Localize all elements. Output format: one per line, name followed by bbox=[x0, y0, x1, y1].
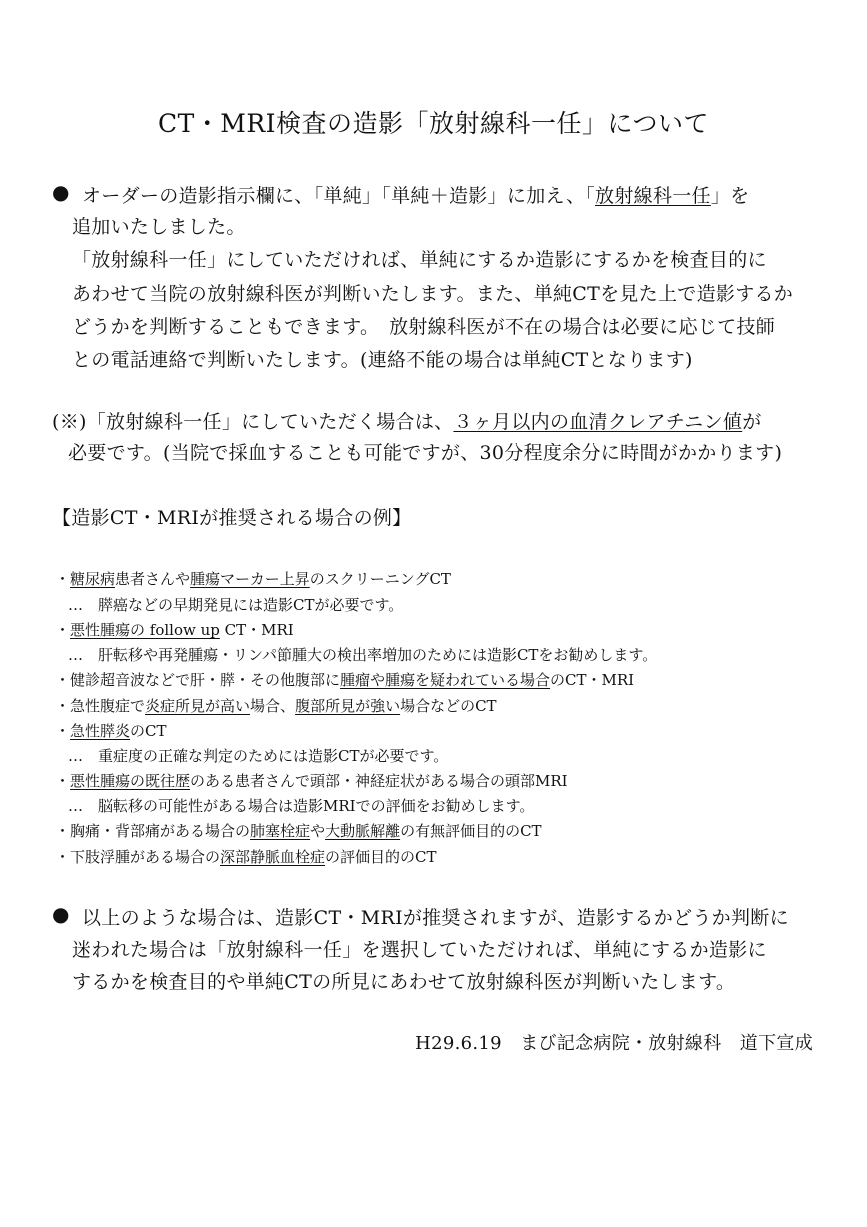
intro-line-6: との電話連絡で判断いたします。(連絡不能の場合は単純CTとなります) bbox=[72, 349, 693, 371]
intro-line-4: あわせて当院の放射線科医が判断いたします。また、単純CTを見た上で造影するか bbox=[72, 283, 794, 305]
list-item: ・急性腹症で炎症所見が高い場合、腹部所見が強い場合などのCT bbox=[55, 697, 497, 715]
conclusion-line-2: 迷われた場合は「放射線科一任」を選択していただければ、単純にするか造影に bbox=[72, 939, 767, 961]
list-item-detail: … 重症度の正確な判定のためには造影CTが必要です。 bbox=[68, 747, 449, 765]
list-item: ・悪性腫瘍の既往歴のある患者さんで頭部・神経症状がある場合の頭部MRI bbox=[55, 772, 568, 790]
list-item-detail: … 脳転移の可能性がある場合は造影MRIでの評価をお勧めします。 bbox=[68, 797, 535, 815]
intro-line-1: オーダーの造影指示欄に、「単純」「単純＋造影」に加え、「放射線科一任」を bbox=[82, 185, 750, 207]
list-item: ・糖尿病患者さんや腫瘍マーカー上昇のスクリーニングCT bbox=[55, 570, 451, 588]
list-item: ・健診超音波などで肝・膵・その他腹部に腫瘤や腫瘍を疑われている場合のCT・MRI bbox=[55, 671, 635, 689]
conclusion-line-3: するかを検査目的や単純CTの所見にあわせて放射線科医が判断いたします。 bbox=[72, 971, 736, 993]
intro-line-2: 追加いたしました。 bbox=[72, 216, 246, 238]
underlined-option: 放射線科一任 bbox=[595, 185, 711, 207]
bullet-icon: ● bbox=[52, 180, 70, 204]
note-line-1: (※)「放射線科一任」にしていただく場合は、３ヶ月以内の血清クレアチニン値が bbox=[52, 411, 762, 433]
list-item: ・急性膵炎のCT bbox=[55, 722, 167, 740]
section-heading: 【造影CT・MRIが推奨される場合の例】 bbox=[52, 507, 412, 529]
bullet-icon: ● bbox=[52, 902, 70, 926]
creatinine-requirement: ３ヶ月以内の血清クレアチニン値 bbox=[453, 411, 743, 433]
note-line-2: 必要です。(当院で採血することも可能ですが、30分程度余分に時間がかかります) bbox=[68, 442, 783, 464]
conclusion-line-1: 以上のような場合は、造影CT・MRIが推奨されますが、造影するかどうか判断に bbox=[82, 907, 789, 929]
signature: H29.6.19 まび記念病院・放射線科 道下宣成 bbox=[415, 1033, 813, 1054]
list-item: ・胸痛・背部痛がある場合の肺塞栓症や大動脈解離の有無評価目的のCT bbox=[55, 822, 542, 840]
list-item: ・下肢浮腫がある場合の深部静脈血栓症の評価目的のCT bbox=[55, 848, 437, 866]
intro-line-5: どうかを判断することもできます。 放射線科医が不在の場合は必要に応じて技師 bbox=[72, 316, 776, 338]
list-item-detail: … 肝転移や再発腫瘍・リンパ節腫大の検出率増加のためには造影CTをお勧めします。 bbox=[68, 646, 658, 664]
page-title: CT・MRI検査の造影「放射線科一任」について bbox=[157, 109, 710, 138]
intro-line-3: 「放射線科一任」にしていただければ、単純にするか造影にするかを検査目的に bbox=[72, 249, 767, 271]
list-item: ・悪性腫瘍の follow up CT・MRI bbox=[55, 621, 294, 639]
list-item-detail: … 膵癌などの早期発見には造影CTが必要です。 bbox=[68, 596, 404, 614]
